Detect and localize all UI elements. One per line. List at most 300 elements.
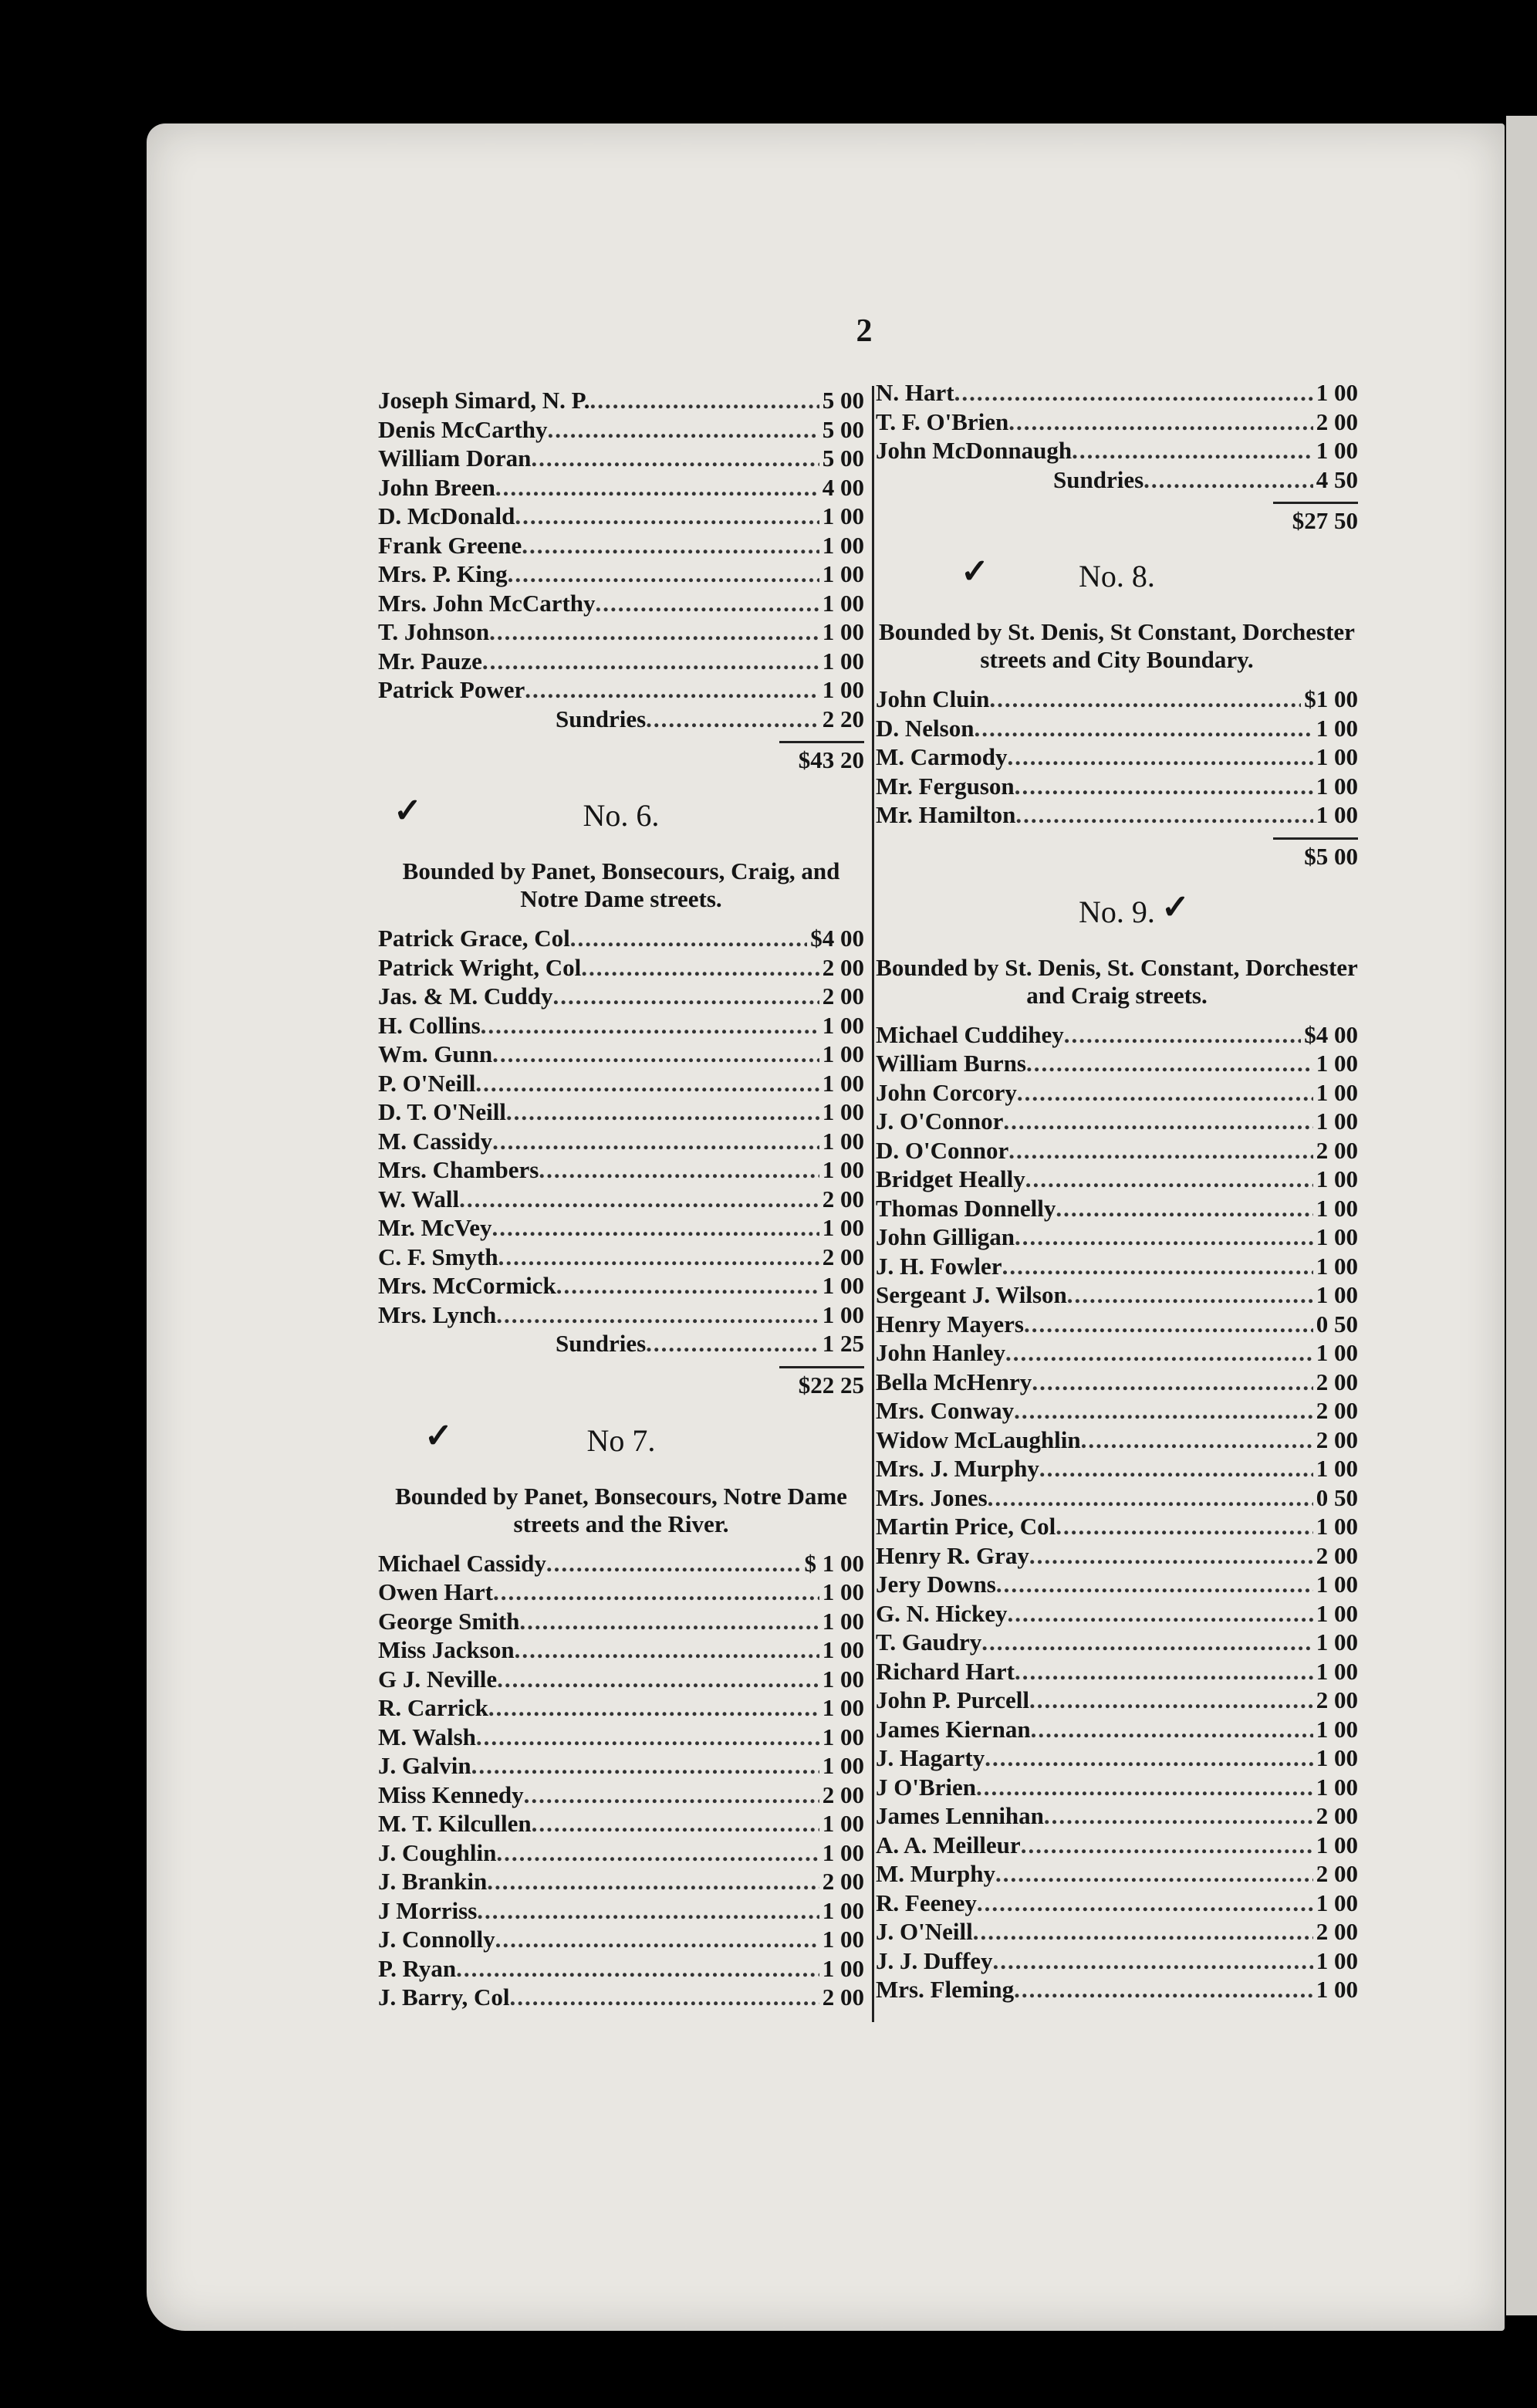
leader-dots	[495, 1925, 819, 1954]
entry-amount: 1 00	[1316, 1223, 1358, 1250]
entry-name: Mrs. Jones	[876, 1483, 988, 1511]
entry-name: Frank Greene	[378, 531, 522, 559]
entry-amount: 1 00	[822, 1578, 864, 1605]
entry-name: J O'Brien	[876, 1773, 977, 1801]
entry-name: T. Gaudry	[876, 1628, 982, 1656]
list-item	[378, 1751, 864, 1781]
leader-dots	[1056, 1512, 1312, 1541]
entry-amount: 1 00	[1316, 1165, 1358, 1192]
leader-dots	[974, 714, 1312, 743]
checkmark-icon: ✓	[961, 553, 989, 590]
leader-dots	[488, 1693, 819, 1723]
list-item	[876, 1107, 1358, 1136]
entry-amount: 5 00	[822, 415, 864, 443]
list-item	[876, 1628, 1358, 1657]
list-item	[876, 465, 1358, 495]
entry-name: M. Walsh	[378, 1723, 476, 1750]
section-boundary-note: Bounded by Panet, Bonsecours, Notre Dame streets and the River.	[395, 1482, 847, 1537]
entry-name: James Lennihan	[876, 1802, 1044, 1829]
entry-amount: $4 00	[1304, 1020, 1358, 1048]
leader-dots	[522, 531, 819, 560]
leader-dots	[993, 1946, 1313, 1976]
leader-dots	[1014, 1975, 1313, 2004]
leader-dots	[1024, 1310, 1313, 1339]
leader-dots	[506, 1097, 819, 1127]
leader-dots	[1021, 1831, 1313, 1860]
leader-dots	[1081, 1426, 1313, 1455]
entry-name: P. O'Neill	[378, 1069, 476, 1097]
list-item	[378, 1925, 864, 1954]
section-heading-no-6: ✓ No. 6.	[378, 794, 864, 837]
list-item	[876, 1917, 1358, 1946]
list-item	[378, 1097, 864, 1127]
entry-name: Mrs. John McCarthy	[378, 589, 596, 617]
entry-amount: $4 00	[810, 925, 864, 952]
entry-amount: 2 00	[1316, 1426, 1358, 1453]
leader-dots	[954, 378, 1313, 408]
entry-amount: 2 00	[1316, 1136, 1358, 1164]
entry-amount: 2 00	[822, 953, 864, 981]
leader-dots	[995, 1859, 1313, 1889]
entry-name: Mrs. P. King	[378, 560, 508, 587]
section-total: $5 00	[1304, 842, 1358, 870]
list-item	[876, 1310, 1358, 1339]
list-item	[876, 1975, 1358, 2004]
entry-amount: 1 00	[822, 1810, 864, 1837]
list-item	[876, 1570, 1358, 1599]
entry-amount: 2 00	[822, 1984, 864, 2011]
entry-name: George Smith	[378, 1607, 520, 1635]
leader-dots	[539, 1155, 819, 1185]
entry-amount: 1 00	[822, 1040, 864, 1067]
entry-amount: 1 00	[822, 1694, 864, 1721]
entry-name: T. Johnson	[378, 618, 490, 645]
list-item	[378, 1271, 864, 1300]
entry-amount: $1 00	[1304, 685, 1358, 712]
entry-amount: 1 00	[822, 676, 864, 703]
leader-dots	[1015, 1223, 1313, 1252]
leader-dots	[1072, 436, 1313, 465]
list-item	[876, 1657, 1358, 1686]
leader-dots	[498, 1243, 819, 1272]
leader-dots	[1003, 1107, 1312, 1136]
entry-amount: 2 00	[1316, 1397, 1358, 1424]
entry-name: J. Connolly	[378, 1926, 495, 1953]
entry-name: J. O'Neill	[876, 1918, 973, 1945]
list-item	[378, 473, 864, 502]
entry-name: Owen Hart	[378, 1578, 493, 1605]
entry-name: Thomas Donnelly	[876, 1194, 1056, 1222]
list-item	[876, 1280, 1358, 1310]
entry-amount: 1 00	[1316, 1831, 1358, 1858]
leader-dots	[973, 1917, 1313, 1946]
entry-amount: 1 00	[1316, 1657, 1358, 1685]
leader-dots	[1015, 1657, 1313, 1686]
entry-name: John Hanley	[876, 1339, 1005, 1366]
leader-dots	[1015, 800, 1312, 830]
entry-amount: 1 00	[822, 1011, 864, 1039]
leader-dots	[496, 1300, 819, 1330]
page-number: 2	[856, 313, 873, 349]
list-item	[876, 772, 1358, 801]
entry-name: J. Brankin	[378, 1868, 488, 1895]
entry-name: John Cluin	[876, 685, 990, 712]
leader-dots	[570, 924, 807, 953]
entry-name: J. J. Duffey	[876, 1946, 993, 1974]
entry-name: J. Barry, Col	[378, 1984, 510, 2011]
list-item	[378, 1040, 864, 1069]
entry-amount: 1 00	[822, 1896, 864, 1924]
leader-dots	[1032, 1368, 1312, 1397]
leader-dots	[548, 415, 819, 445]
list-item	[378, 982, 864, 1011]
entry-name: John P. Purcell	[876, 1686, 1029, 1713]
entry-name: Sundries	[556, 705, 647, 732]
section-boundary-note: Bounded by St. Denis, St Constant, Dorchester streets and City Boundary.	[879, 618, 1355, 673]
entry-name: Mrs. Lynch	[378, 1300, 497, 1328]
entry-amount: 2 00	[822, 1243, 864, 1270]
leader-dots	[1008, 1136, 1313, 1165]
list-item	[876, 1194, 1358, 1223]
list-item	[876, 1136, 1358, 1165]
list-item	[378, 953, 864, 982]
list-item	[378, 1127, 864, 1156]
right-column	[876, 378, 1358, 2004]
list-item	[378, 1723, 864, 1752]
leader-dots	[1002, 1252, 1313, 1281]
entry-name: John McDonnaugh	[876, 437, 1073, 464]
list-continued-right	[876, 378, 1358, 494]
entry-name: Michael Cassidy	[378, 1549, 546, 1577]
list-item	[876, 685, 1358, 714]
entry-name: John Gilligan	[876, 1223, 1015, 1250]
leader-dots	[1143, 465, 1313, 495]
entry-name: Patrick Power	[378, 676, 525, 703]
entry-name: G. N. Hickey	[876, 1599, 1008, 1627]
entry-amount: 1 00	[1316, 1889, 1358, 1916]
entry-amount: 2 20	[822, 705, 864, 732]
list-item	[876, 1426, 1358, 1455]
leader-dots	[1017, 1078, 1313, 1108]
section-boundary-note: Bounded by Panet, Bonsecours, Craig, and Notre Dame streets.	[402, 857, 840, 912]
entry-name: H. Collins	[378, 1011, 481, 1039]
leader-dots	[996, 1570, 1313, 1599]
section-boundary-note: Bounded by St. Denis, St. Constant, Dorchester and Craig streets.	[876, 953, 1358, 1009]
checkmark-icon: ✓	[394, 792, 422, 830]
leader-dots	[456, 1954, 819, 1984]
section-total: $27 50	[1292, 507, 1358, 534]
leader-dots	[525, 675, 819, 705]
leader-dots	[489, 617, 819, 647]
section-heading-no-9: No. 9. ✓	[876, 891, 1358, 934]
leader-dots	[1056, 1194, 1312, 1223]
entry-amount: 4 50	[1316, 465, 1358, 493]
list-item	[876, 1165, 1358, 1194]
entry-amount: 2 00	[822, 1781, 864, 1808]
entry-name: R. Feeney	[876, 1889, 977, 1916]
leader-dots	[546, 1549, 802, 1578]
entry-name: Sundries	[1053, 465, 1144, 493]
list-item	[876, 1541, 1358, 1571]
entry-name: W. Wall	[378, 1185, 460, 1212]
entry-amount: 1 00	[822, 1838, 864, 1866]
list-continued-left	[378, 386, 864, 733]
entry-name: J. Coughlin	[378, 1838, 497, 1866]
entry-amount: 2 00	[1316, 1802, 1358, 1829]
entry-amount: 1 00	[1316, 1252, 1358, 1280]
leader-dots	[1044, 1801, 1313, 1831]
leader-dots	[581, 953, 819, 982]
entry-amount: 1 00	[1316, 1628, 1358, 1656]
leader-dots	[532, 1809, 819, 1838]
entry-name: Richard Hart	[876, 1657, 1015, 1685]
list-item	[378, 1781, 864, 1810]
list-item	[876, 1831, 1358, 1860]
entry-name: Joseph Simard, N. P.	[378, 387, 590, 414]
leader-dots	[985, 1743, 1313, 1773]
entry-amount: 1 00	[822, 1954, 864, 1982]
leader-dots	[487, 1867, 819, 1896]
list-item	[378, 647, 864, 676]
entry-name: Jas. & M. Cuddy	[378, 982, 553, 1010]
list-item	[378, 444, 864, 473]
entry-amount: 1 00	[822, 1214, 864, 1241]
entry-name: J Morriss	[378, 1896, 478, 1924]
leader-dots	[471, 1751, 819, 1781]
list-item	[876, 1223, 1358, 1252]
leader-dots	[1029, 1686, 1313, 1715]
entry-amount: 1 00	[1316, 743, 1358, 770]
list-item	[378, 386, 864, 415]
entry-name: Miss Kennedy	[378, 1781, 524, 1808]
adjacent-page-edge	[1506, 116, 1537, 2315]
list-item	[378, 1185, 864, 1214]
entry-amount: 1 00	[1316, 714, 1358, 742]
list-item	[378, 1155, 864, 1185]
entry-amount: 1 00	[822, 560, 864, 587]
leader-dots	[1039, 1454, 1313, 1483]
list-item	[876, 714, 1358, 743]
entry-amount: 1 00	[1316, 1050, 1358, 1077]
leader-dots	[508, 560, 819, 589]
entry-amount: 1 00	[822, 589, 864, 617]
entry-amount: 1 00	[1316, 1281, 1358, 1308]
list-item	[876, 436, 1358, 465]
list-item	[378, 924, 864, 953]
column-divider	[872, 386, 874, 2022]
list-item	[378, 1549, 864, 1578]
entry-amount: 1 00	[1316, 772, 1358, 800]
list-item	[378, 1607, 864, 1636]
entry-amount: 1 00	[822, 1156, 864, 1183]
list-item	[378, 1983, 864, 2012]
entry-name: Mrs. Conway	[876, 1397, 1015, 1424]
list-item	[876, 742, 1358, 772]
list-item	[876, 1859, 1358, 1889]
list-item	[876, 1396, 1358, 1426]
entry-name: P. Ryan	[378, 1954, 457, 1982]
list-item	[876, 1773, 1358, 1802]
list-item	[876, 1020, 1358, 1050]
entry-name: Sundries	[556, 1330, 647, 1357]
entry-name: Henry R. Gray	[876, 1541, 1029, 1569]
leader-dots	[1008, 1599, 1313, 1628]
entry-amount: 1 00	[1316, 437, 1358, 464]
entry-name: D. Nelson	[876, 714, 975, 742]
entry-amount: $ 1 00	[804, 1549, 864, 1577]
leader-dots	[596, 589, 819, 618]
list-item	[378, 1243, 864, 1272]
list-item	[378, 531, 864, 560]
section-heading-no-7: ✓ No 7.	[378, 1419, 864, 1463]
entry-amount: 1 00	[822, 1272, 864, 1299]
list-section-8	[876, 685, 1358, 830]
entry-name: Mrs. Fleming	[876, 1976, 1015, 2003]
entry-name: John Breen	[378, 473, 495, 501]
leader-dots	[496, 1838, 819, 1868]
list-item	[378, 560, 864, 589]
entry-amount: 1 00	[1316, 379, 1358, 406]
list-item	[876, 1483, 1358, 1513]
entry-amount: 1 00	[1316, 1599, 1358, 1627]
entry-amount: 1 00	[822, 1069, 864, 1097]
entry-name: M. Carmody	[876, 743, 1008, 770]
list-item	[378, 1011, 864, 1040]
leader-dots	[475, 1069, 819, 1098]
leader-dots	[988, 1483, 1313, 1513]
list-item	[378, 415, 864, 445]
entry-name: William Burns	[876, 1050, 1026, 1077]
entry-amount: 1 00	[822, 1127, 864, 1155]
list-item	[876, 1889, 1358, 1918]
entry-amount: 1 00	[822, 1665, 864, 1693]
entry-name: N. Hart	[876, 379, 954, 406]
list-item	[876, 1743, 1358, 1773]
entry-name: J. H. Fowler	[876, 1252, 1002, 1280]
list-item	[876, 1512, 1358, 1541]
entry-name: Patrick Wright, Col	[378, 953, 582, 981]
list-section-9	[876, 1020, 1358, 2004]
leader-dots	[510, 1983, 819, 2012]
leader-dots	[524, 1781, 819, 1810]
leader-dots	[1014, 1396, 1313, 1426]
leader-dots	[1031, 1715, 1313, 1744]
leader-dots	[482, 647, 819, 676]
leader-dots	[981, 1628, 1313, 1657]
leader-dots	[646, 705, 819, 734]
leader-dots	[1067, 1280, 1313, 1310]
entry-amount: 1 00	[1316, 1108, 1358, 1135]
list-item	[378, 1838, 864, 1868]
entry-amount: 1 00	[1316, 1194, 1358, 1222]
leader-dots	[1064, 1020, 1302, 1050]
entry-amount: 1 00	[822, 647, 864, 675]
entry-amount: 1 25	[822, 1330, 864, 1357]
leader-dots	[556, 1271, 819, 1300]
entry-amount: 1 00	[822, 1636, 864, 1663]
leader-dots	[1026, 1049, 1313, 1078]
entry-name: J. O'Connor	[876, 1108, 1004, 1135]
entry-name: T. F. O'Brien	[876, 408, 1009, 435]
entry-amount: 0 50	[1316, 1310, 1358, 1338]
leader-dots	[495, 473, 819, 502]
entry-name: J. Galvin	[378, 1752, 471, 1779]
entry-name: M. Murphy	[876, 1860, 995, 1887]
entry-amount: 2 00	[1316, 1686, 1358, 1713]
entry-amount: 2 00	[822, 1868, 864, 1895]
leader-dots	[519, 1607, 819, 1636]
entry-name: Michael Cuddihey	[876, 1020, 1064, 1048]
list-item	[876, 1252, 1358, 1281]
leader-dots	[1007, 742, 1312, 772]
entry-amount: 1 00	[822, 531, 864, 559]
list-item	[378, 1635, 864, 1665]
entry-name: Henry Mayers	[876, 1310, 1024, 1338]
list-item	[876, 1338, 1358, 1368]
leader-dots	[493, 1578, 819, 1607]
entry-name: Widow McLaughlin	[876, 1426, 1081, 1453]
entry-amount: 2 00	[1316, 1860, 1358, 1887]
list-item	[378, 1329, 864, 1358]
list-item	[378, 502, 864, 531]
entry-name: John Corcory	[876, 1078, 1017, 1106]
list-item	[876, 1078, 1358, 1108]
list-item	[378, 675, 864, 705]
leader-dots	[977, 1889, 1313, 1918]
entry-name: G J. Neville	[378, 1665, 498, 1693]
entry-name: Patrick Grace, Col	[378, 925, 570, 952]
list-item	[378, 589, 864, 618]
entry-name: Mr. Hamilton	[876, 801, 1016, 828]
list-item	[876, 408, 1358, 437]
entry-amount: 1 00	[822, 502, 864, 529]
leader-dots	[492, 1127, 819, 1156]
entry-amount: 1 00	[1316, 801, 1358, 828]
list-item	[378, 1954, 864, 1984]
entry-amount: 1 00	[822, 1752, 864, 1779]
leader-dots	[1008, 408, 1313, 437]
entry-name: Bella McHenry	[876, 1368, 1032, 1395]
section-total: $22 25	[798, 1371, 864, 1398]
entry-name: Bridget Heally	[876, 1165, 1025, 1192]
entry-amount: 2 00	[822, 1185, 864, 1212]
list-item	[876, 1454, 1358, 1483]
list-item	[876, 1946, 1358, 1976]
list-item	[378, 1213, 864, 1243]
entry-name: William Doran	[378, 445, 532, 472]
entry-amount: 1 00	[1316, 1946, 1358, 1974]
entry-amount: 1 00	[822, 618, 864, 645]
list-item	[378, 1809, 864, 1838]
list-item	[876, 1801, 1358, 1831]
entry-name: D. T. O'Neill	[378, 1098, 506, 1125]
list-section-6	[378, 924, 864, 1358]
entry-name: M. Cassidy	[378, 1127, 493, 1155]
list-item	[876, 1368, 1358, 1397]
leader-dots	[1025, 1165, 1313, 1194]
leader-dots	[497, 1665, 819, 1694]
entry-amount: 1 00	[1316, 1715, 1358, 1743]
entry-name: Mr. Pauze	[378, 647, 482, 675]
checkmark-icon: ✓	[424, 1416, 453, 1455]
section-heading-no-8: ✓ No. 8.	[876, 555, 1358, 598]
leader-dots	[492, 1040, 819, 1069]
leader-dots	[989, 685, 1301, 714]
entry-amount: 1 00	[1316, 1513, 1358, 1540]
entry-name: A. A. Meilleur	[876, 1831, 1021, 1858]
entry-amount: 2 00	[1316, 1368, 1358, 1395]
list-item	[378, 1867, 864, 1896]
